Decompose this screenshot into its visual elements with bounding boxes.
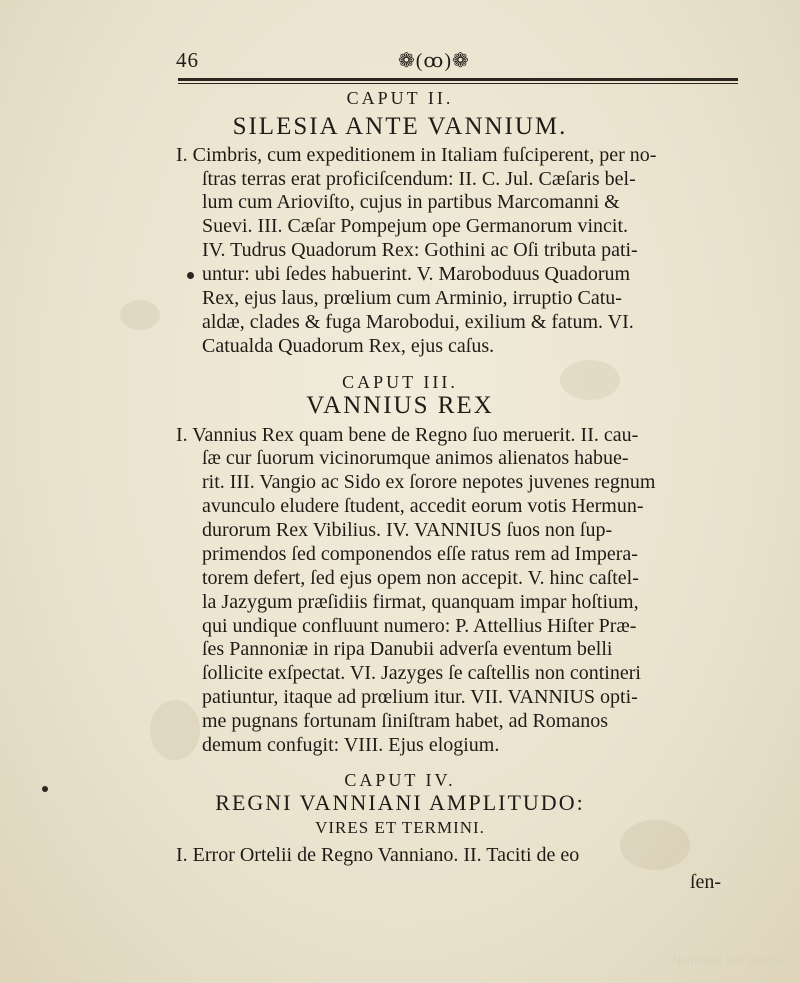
- chapter-line: lum cum Arioviſto, cujus in partibus Marcomanni &: [202, 191, 620, 213]
- chapter-line: durorum Rex Vibilius. IV. VANNIUS ſuos non ſup-: [202, 519, 613, 541]
- chapter-subtitle: VIRES ET TERMINI.: [315, 818, 485, 837]
- running-head: [0, 48, 800, 76]
- head-ornament: ❁(ꝏ)❁: [398, 50, 470, 72]
- header-rule-thin: [178, 83, 738, 84]
- chapter-line: ſollicite exſpectat. VI. Jazyges ſe caſtellis non contineri: [202, 662, 641, 684]
- ink-mark: [42, 786, 48, 792]
- chapter-line: Catualda Quadorum Rex, ejus caſus.: [202, 335, 495, 357]
- chapter-line: I. Vannius Rex quam bene de Regno ſuo meruerit. II. cau-: [176, 424, 639, 446]
- chapter-line: patiuntur, itaque ad prœlium itur. VII. VANNIUS opti-: [202, 686, 638, 708]
- chapter-line: I. Error Ortelii de Regno Vanniano. II. Taciti de eo: [176, 844, 580, 866]
- chapter-label: CAPUT III.: [342, 372, 458, 392]
- chapter-line: untur: ubi ſedes habuerint. V. Maroboduus Quadorum: [202, 263, 631, 285]
- chapter-line: demum confugit: VIII. Ejus elogium.: [202, 734, 500, 756]
- catchword: ſen-: [690, 871, 722, 893]
- chapter-label: CAPUT IV.: [344, 770, 456, 790]
- chapter-line: qui undique confluunt numero: P. Attellius Hiſter Præ-: [202, 615, 637, 637]
- paper-stain: [120, 300, 160, 330]
- chapter-line: Suevi. III. Cæſar Pompejum ope Germanorum vincit.: [202, 215, 629, 237]
- header-rule: [178, 78, 738, 81]
- chapter-line: primendos ſed componendos eſſe ratus rem ad Impera-: [202, 543, 638, 565]
- chapter-line: rit. III. Vangio ac Sido ex ſorore nepotes juvenes regnum: [202, 471, 656, 493]
- paper-stain: [150, 700, 200, 760]
- chapter-line: torem defert, ſed ejus opem non accepit. V. hinc caſtel-: [202, 567, 639, 589]
- chapter-line: I. Cimbris, cum expeditionem in Italiam fuſciperent, per no-: [176, 144, 657, 166]
- chapter-line: ſæ cur ſuorum vicinorumque animos alienatos habue-: [202, 447, 629, 469]
- chapter-label: CAPUT II.: [346, 88, 454, 108]
- chapter-title: VANNIUS REX: [306, 392, 494, 419]
- scan-watermark: Numérisé par Google: [671, 953, 786, 967]
- chapter-title: SILESIA ANTE VANNIUM.: [232, 113, 568, 140]
- chapter-line: ſes Pannoniæ in ripa Danubii adverſa eventum belli: [202, 638, 613, 660]
- chapter-line: IV. Tudrus Quadorum Rex: Gothini ac Oſi tributa pati-: [202, 239, 638, 261]
- chapter-title: REGNI VANNIANI AMPLITUDO:: [215, 790, 585, 815]
- chapter-line: ſtras terras erat proficiſcendum: II. C. Jul. Cæſaris bel-: [202, 168, 636, 190]
- chapter-line: avunculo eludere ſtudent, accedit eorum votis Hermun-: [202, 495, 644, 517]
- chapter-line: la Jazygum præſidiis firmat, quanquam impar hoſtium,: [202, 591, 639, 613]
- chapter-line: me pugnans fortunam ſiniſtram habet, ad Romanos: [202, 710, 609, 732]
- page-number: 46: [176, 48, 199, 72]
- chapter-line: aldæ, clades & fuga Marobodui, exilium & fatum. VI.: [202, 311, 634, 333]
- ink-mark: [187, 272, 194, 279]
- chapter-line: Rex, ejus laus, prœlium cum Arminio, irruptio Catu-: [202, 287, 622, 309]
